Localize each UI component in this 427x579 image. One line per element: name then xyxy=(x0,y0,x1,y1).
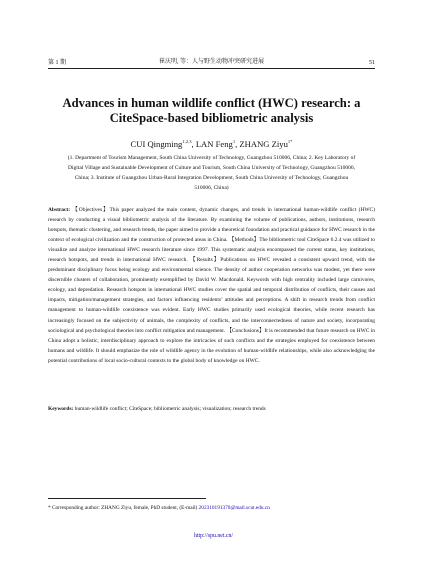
paper-title: Advances in human wildlife conflict (HWC) research: a CiteSpace-based bibliometric analysis xyxy=(62,96,361,125)
author-affiliation-mark: 1* xyxy=(287,139,293,144)
methods-label: 【Methods】 xyxy=(228,237,260,244)
footer-url-link[interactable]: http://spu.net.cn/ xyxy=(194,533,233,539)
page-number: 51 xyxy=(369,60,375,66)
conclusions-label: 【Conclusions】 xyxy=(226,327,265,334)
author-affiliation-mark: 1 xyxy=(232,139,236,144)
running-title: 崔庆明, 等：人与野生动物冲突研究进展 xyxy=(158,59,264,65)
affiliations: (1. Department of Tourism Management, South China University of Technology, Guangzhou 510006, China; 2. Key Laboratory of Digital Village and Sustainable Development of Culture and Tourism, South China University of Technology, Guangzhou 510006, China; 3. Institute of Guangzhou Urban-Rural Integration Development, South China University of Technology, Guangzhou 510006, China) xyxy=(67,155,356,192)
objectives-text: This paper analyzed the main content, dynamic changes, and trends in international human-wildlife conflict (HWC) research by conducting a visual bibliometric analysis of the literature. By examining the volume of publications, authors, institutions, research hotspots, thematic clustering, and research trends, the paper aimed to provide a theoretical foundation and practical guidance for HWC research in the context of ecological civilization and the construction of protected areas in China. xyxy=(48,207,375,244)
keywords-label: Keywords: xyxy=(48,406,74,412)
results-label: 【Results】 xyxy=(190,257,221,264)
issue-label: 第 1 期 xyxy=(48,60,67,66)
keywords xyxy=(48,404,375,414)
objectives-label: 【Objectives】 xyxy=(72,207,110,213)
header-rule xyxy=(48,68,375,69)
author-name: CUI Qingming xyxy=(130,139,183,149)
running-header xyxy=(48,54,375,66)
footnote-text: * Corresponding author: ZHANG Ziyu, female, PhD student, (E-mail) xyxy=(48,505,198,511)
abstract xyxy=(48,205,375,366)
footnote xyxy=(48,504,375,512)
methods-text: The bibliometric tool CiteSpace 6.2.4 was utilized to visualize and analyze international HWC research literature since 1997. This systematic analysis encompassed the current status, key institutions, research hotspots, and trends in international HWC research. xyxy=(48,237,375,264)
author-affiliation-mark: 1,2,3 xyxy=(182,139,192,144)
conclusions-text: It is recommended that future research on HWC in China adopt a holistic, interdisciplinary approach to explore the intricacies of such conflicts and the strategies employed for coexistence between humans and wildlife. It should emphasize the role of wildlife agency in the evolution of human-wildlife relationships, while also acknowledging the potential contributions of local socio-cultural contexts to the global body of knowledge on HWC. xyxy=(48,327,375,364)
keywords-text: human-wildlife conflict; CiteSpace; bibliometric analysis; visualization; research trends xyxy=(74,406,266,412)
email-link[interactable]: 202310191370@mail.scut.edu.cn xyxy=(198,505,270,511)
footnote-rule xyxy=(48,498,206,499)
results-text: Publications on HWC revealed a consistent upward trend, with the predominant disciplinary focus being ecology and environmental science. The density of author cooperation networks was modest, yet there were discernible clusters of collaboration, prominently exemplified by David W. Macdonald. Keywords with high centrality included large carnivores, ecology, and depredation. Research hotspots in international HWC studies cover the spatial and temporal distribution of conflicts, their causes and impacts, mitigation/management strategies, and factors influencing residents’ attitudes and perceptions. A shift in research trends from conflict management to human-wildlife coexistence was evident. Early HWC studies primarily used ecological theories, while recent research has increasingly focused on the subjectivity of animals, the complexity of conflicts, and the interconnectedness of nature and society, incorporating sociological and psychological theories into conflict mitigation and management. xyxy=(48,257,376,334)
author-name: LAN Feng xyxy=(195,139,233,149)
author-line: CUI Qingming$^{1,2,3}$, LAN Feng$^1$, ZHANG Ziyu$^{1*}$ xyxy=(130,139,293,149)
abstract-label: Abstract: xyxy=(48,207,71,213)
author-name: ZHANG Ziyu xyxy=(239,139,288,149)
